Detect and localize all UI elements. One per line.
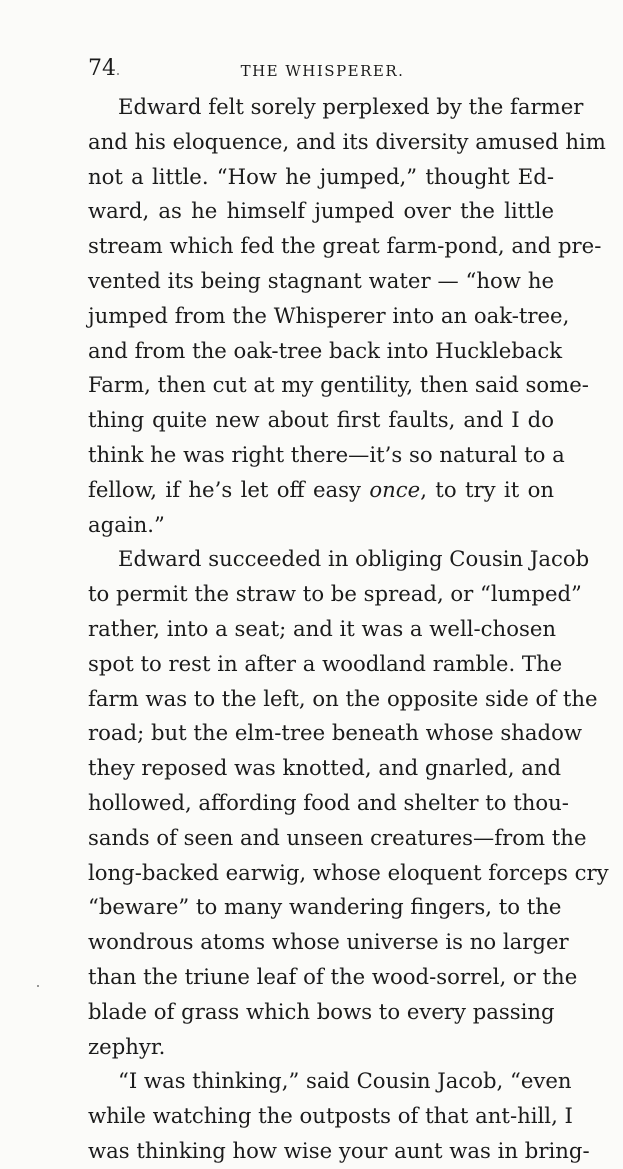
text-line: not a little. “How he jumped,” thought Ed-	[88, 163, 554, 189]
text-line: road; but the elm-tree beneath whose shadow	[88, 720, 582, 746]
text-line: was thinking how wise your aunt was in bring-	[88, 1137, 590, 1163]
text-line: vented its being stagnant water — “how he	[88, 267, 554, 293]
text-line: than the triune leaf of the wood-sorrel, or the	[88, 963, 578, 989]
text-line: stream which fed the great farm-pond, and pre-	[88, 233, 602, 259]
text-line: again.”	[88, 511, 165, 537]
text-line: while watching the outposts of that ant-hill, I	[88, 1103, 573, 1129]
text-line: blade of grass which bows to every passing	[88, 998, 555, 1024]
text-line: thing quite new about first faults, and I do	[88, 407, 554, 433]
text-line: spot to rest in after a woodland ramble. The	[88, 650, 563, 676]
text-line: and from the oak-tree back into Huckleback	[88, 337, 563, 363]
text-line: Edward felt sorely perplexed by the farmer	[118, 94, 584, 119]
text-line: rather, into a seat; and it was a well-chosen	[88, 615, 557, 641]
text-line: farm was to the left, on the opposite side of the	[88, 685, 598, 711]
text-line: fellow, if he’s let off easy once, to try it on	[88, 476, 555, 502]
text-line: “I was thinking,” said Cousin Jacob, “even	[118, 1068, 572, 1094]
running-title: THE WHISPERER.	[240, 62, 405, 80]
text-line: sands of seen and unseen creatures—from the	[88, 824, 587, 850]
text-line: they reposed was knotted, and gnarled, and	[88, 755, 562, 781]
text-line: zephyr.	[88, 1033, 166, 1059]
text-line: long-backed earwig, whose eloquent forceps cry	[88, 859, 609, 885]
text-line: and his eloquence, and its diversity amused him	[88, 128, 606, 154]
text-line: hollowed, affording food and shelter to thou-	[88, 789, 569, 815]
text-line: ward, as he himself jumped over the little	[88, 198, 554, 224]
paragraph	[88, 1064, 590, 1168]
page-number: 74	[88, 56, 116, 81]
text-line: Edward succeeded in obliging Cousin Jacob	[118, 546, 590, 572]
text-line: think he was right there—it’s so natural to a	[88, 441, 565, 467]
text-line: wondrous atoms whose universe is no larger	[88, 929, 569, 955]
text-line: “beware” to many wandering fingers, to the	[88, 894, 562, 920]
text-line: jumped from the Whisperer into an oak-tree,	[88, 302, 570, 328]
text-line: to permit the straw to be spread, or “lumped”	[88, 581, 582, 607]
text-line: Farm, then cut at my gentility, then said some-	[88, 372, 589, 398]
